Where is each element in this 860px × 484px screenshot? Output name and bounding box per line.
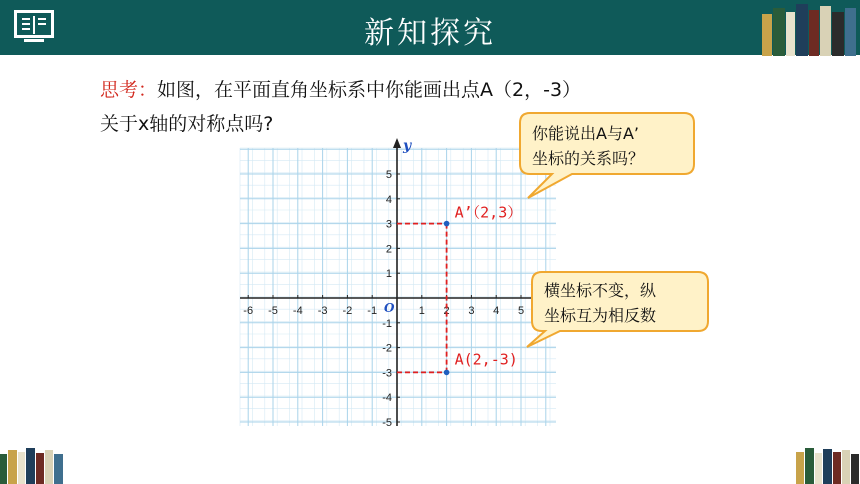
x-tick-label: -3: [317, 305, 328, 317]
callout-top-line-1: 你能说出A与A’: [532, 124, 639, 143]
point-a-prime: [444, 221, 450, 227]
point-label: A(2,-3): [454, 350, 518, 369]
grid: [240, 148, 556, 426]
x-tick-label: -1: [367, 305, 378, 317]
x-tick-label: -5: [268, 305, 278, 317]
question-text-1: 如图，在平面直角坐标系中你能画出点A（2，-3）: [157, 79, 582, 101]
y-tick-label: -4: [382, 392, 392, 405]
x-tick-label: -2: [342, 305, 353, 317]
callout-top: [520, 113, 694, 198]
page-title: 新知探究: [364, 16, 496, 51]
x-tick-label: -6: [243, 305, 254, 317]
callout-bottom-line-1: 横坐标不变，纵: [544, 281, 657, 300]
y-tick-label: -5: [382, 417, 392, 429]
x-tick-label: 4: [493, 305, 500, 317]
y-tick-label: 4: [385, 193, 392, 206]
question-prefix: 思考：: [100, 79, 158, 101]
y-tick-label: -1: [382, 317, 392, 330]
origin-label: O: [384, 301, 395, 315]
y-tick-label: 2: [385, 243, 392, 256]
x-tick-label: 5: [517, 305, 525, 317]
grid-background: [240, 148, 556, 426]
y-axis-arrow-icon: [393, 138, 401, 148]
y-tick-label: 3: [385, 218, 392, 231]
y-axis-label: y: [403, 138, 412, 154]
y-tick-label: 5: [385, 169, 392, 181]
y-tick-label: 1: [385, 268, 392, 281]
x-tick-label: -4: [292, 305, 303, 317]
callout-top-line-2: 坐标的关系吗？: [532, 149, 645, 168]
x-tick-label: 3: [468, 305, 475, 317]
x-tick-label: 2: [443, 305, 450, 317]
callout-bottom-line-2: 坐标互为相反数: [544, 306, 657, 325]
point-a: [444, 370, 450, 376]
x-tick-label: 1: [418, 305, 425, 317]
y-tick-label: -2: [382, 342, 392, 355]
y-tick-label: -3: [382, 367, 392, 380]
point-label: A’（2,3）: [454, 203, 523, 222]
question-line-2: 关于x轴的对称点吗?: [100, 113, 274, 135]
